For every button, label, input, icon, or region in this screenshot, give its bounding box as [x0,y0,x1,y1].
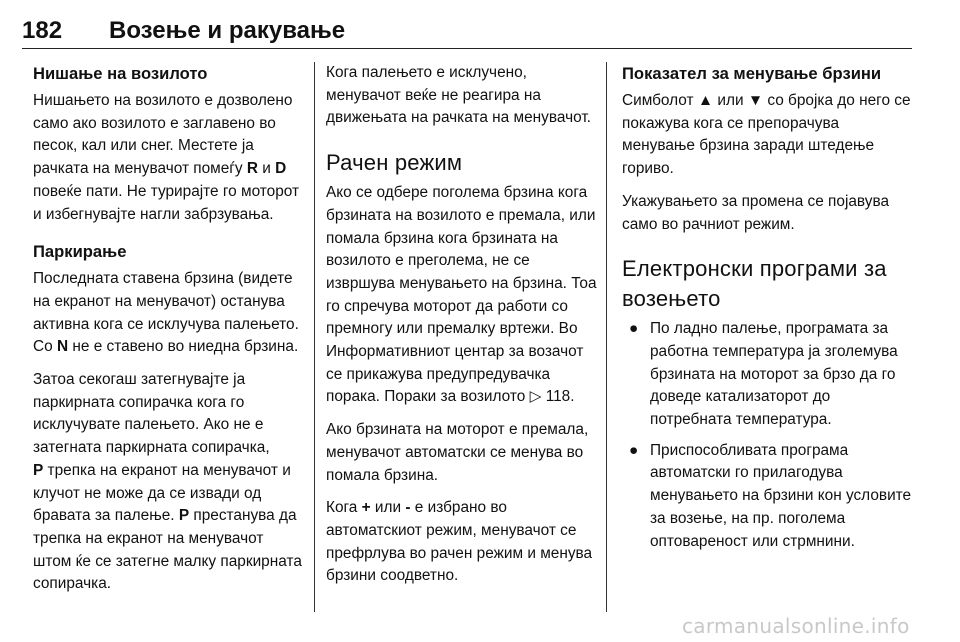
program-list [622,318,912,553]
gear-n-label: N [56,338,69,356]
paragraph-manual-2: Ако брзината на моторот е премала, менувачот автоматски се менува во помала брзина. [326,421,589,484]
minus-symbol: - [405,499,411,517]
paragraph-indicator-2: Укажувањето за промена се појавува само во рачниот режим. [622,192,890,233]
gear-p-label: P [33,461,44,479]
paragraph-rocking: Нишањето на возилото е дозволено само ако возилото е заглавено во песок, кал или снег. Местете ја рачката на менувачот помеѓу R и D повеќе пати. Не турирајте го моторот и избегнувајте нагли забрзувања. [33,92,300,223]
list-item: ● По ладно палење, програмата за работна температура ја зголемува брзината на моторот за брзо да го доведе катализаторот до потребната температура. [629,320,898,429]
column-1 [33,62,303,606]
paragraph-manual-1: Ако се одбере поголема брзина кога брзината на возилото е премала, или помала брзина кога брзината на возилото е преголема, не се извршува менувањето на брзина. Тоа го спречува моторот да работи со премногу или премалку вртежи. Во Информативниот центар за возачот се прикажува предупредувачка порака. Пораки за возилото ▷ 118. [326,184,597,406]
chapter-title: Возење и ракување [109,17,346,44]
section-title-parking: Паркирање [33,242,127,262]
gear-p-label-2: P [178,507,190,525]
paragraph-parking-2: Затоа секогаш затегнувајте ја паркирната сопирачка кога го исклучувате палењето. Ако не е затегната паркирната сопирачка, P трепка на екранот на менувачот и клучот не може да се извади од бравата за палење. P престанува да трепка на екранот на менувачот штом ќе се затегне малку паркирната сопирачка. [33,371,302,593]
paragraph-indicator-1: Симболот ▲ или ▼ со бројка до него се покажува кога се препорачува менување брзина заради штедење гориво. [622,92,911,178]
page-reference-number: 118. [541,388,575,406]
bullet-icon: ● [629,441,639,459]
page-header [22,6,912,49]
page-number: 182 [22,17,63,44]
watermark: carmanualsonline.info [682,614,910,638]
page-reference-icon: ▷ [529,388,542,406]
section-title-electronic-programs: Електронски програми за возењето [622,256,887,312]
column-2 [326,62,601,598]
paragraph-ignition-off: Кога палењето е исклучено, менувачот веќе не реагира на движењата на рачката на менувачот. [326,64,591,127]
section-title-rocking: Нишање на возилото [33,64,208,83]
list-item: ● Приспособливата програма автоматски го прилагодува менувањето на брзини кон условите за возење, на пр. поголема оптовареност или стрмнини. [629,441,912,550]
paragraph-manual-3: Кога + или - е избрано во автоматскиот режим, менувачот се префрлува во рачен режим и менува брзини соодветно. [326,499,593,585]
gear-r-label: R [246,160,259,178]
paragraph-parking-1: Последната ставена брзина (видете на екранот на менувачот) останува активна кога се исклучува палењето. Со N не е ставено во ниедна брзина. [33,270,299,356]
column-divider-1 [314,62,315,612]
bullet-icon: ● [629,320,639,338]
section-title-shift-indicator: Показател за менување брзини [622,64,882,83]
plus-symbol: + [361,499,371,517]
column-3 [622,62,912,561]
column-divider-2 [606,62,607,612]
section-title-manual-mode: Рачен режим [326,150,463,176]
gear-d-label: D [275,160,287,178]
